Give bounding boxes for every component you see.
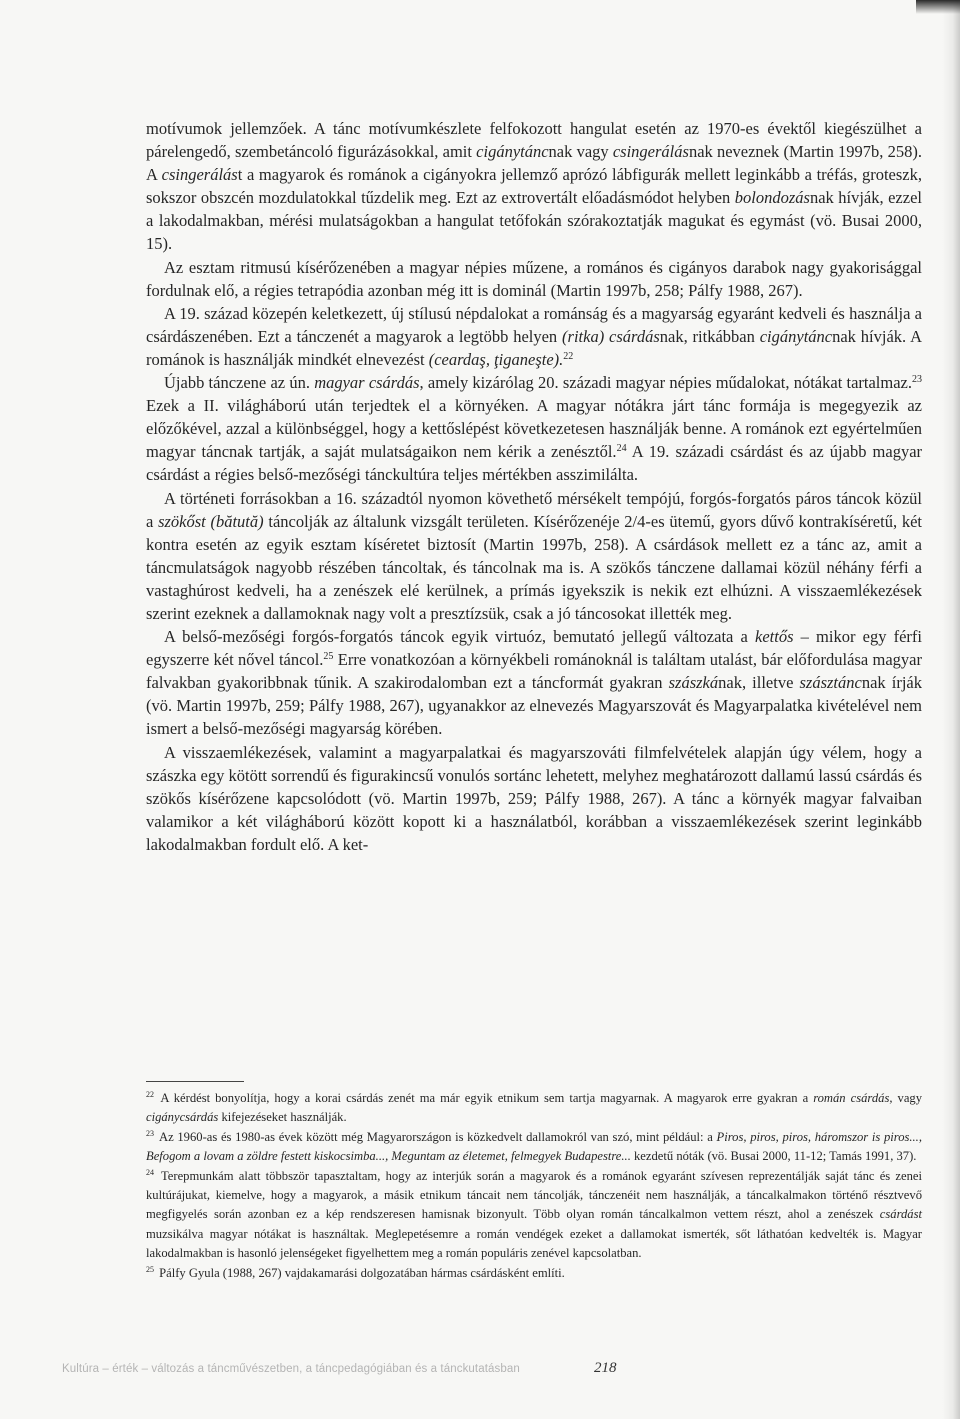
text-run: Pálfy Gyula (1988, 267) vajdakamarási dolgozatában hármas csárdásként említi. (156, 1265, 565, 1280)
italic-term: (ritka) csárdás (562, 326, 660, 346)
text-run: nak neveznek (Martin 1997b, 258). A (146, 142, 922, 185)
paragraph-7 (146, 741, 922, 856)
text-run: , amely kizárólag 20. századi magyar népies műdalokat, nótákat tartalmaz. (419, 373, 912, 393)
paragraph-5 (146, 487, 922, 626)
italic-term: kettős (755, 627, 794, 647)
italic-term: cigánycsárdás (146, 1110, 219, 1125)
text-run: táncolják az általunk vizsgált területen. Kísérőzenéje 2/4-es ütemű, gyors dűvő kontrakíséretű, két kontra esetén az egyik esztam kíséretet biztosít (Martin 1997b, 258). A csárdások mellett ez a tánc az, amit a táncmulatságok nagyobb részében táncoltak, és táncolnak ma is. A szökős tánczene dallamai közül néhány férfi a vastaghúrost kedveli, ha a zenészek elé kerülnek, a prímás igyekszik is nekik ezt elhúzni. A visszaemlékezések szerint ezeknek a dallamoknak nagy volt a presztízsük, csak a jó táncosokat illették meg. (146, 511, 922, 623)
text-run: A történeti forrásokban a 16. századtól nyomon követhető mérsékelt tempójú, forgós-forgatós páros táncok közül a (146, 488, 922, 531)
text-run: nak, ritkábban (659, 326, 760, 346)
text-run: nak írják (vö. Martin 1997b, 259; Pálfy 1988, 267), ugyanakkor az elnevezés Magyarszovát és Magyarpalatka kivételével nem ismert a belső-mezőségi magyarság körében. (146, 673, 922, 739)
paragraph-3 (146, 302, 922, 371)
footnote-ref: 23 (912, 374, 922, 386)
text-run: A 19. századi csárdást és az újabb magyar csárdást a régies belső-mezőségi tánckultúra teljes mértékben asszimilálta. (146, 442, 923, 485)
text-run: kezdetű nóták (vö. Busai 2000, 11-12; Tamás 1991, 37). (630, 1149, 917, 1164)
italic-term: (ceardaş, ţiganeşte). (428, 349, 564, 369)
text-run: Terepmunkám alatt többször tapasztaltam, hogy az interjúk során a magyarok és a románok egyaránt szívesen reprezentálják saját tánc és zenei kultúrájukat, kiemelve, hogy a magyarok, a másik etnikum táncait nem táncolják, tánczenéit nem használják, a táncalkalmakon történő résztvevő megfigyelés során azonban ez a kép rendszeresen hamisnak bizonyult. Több olyan román táncalkalmon vettem részt, ahol a zenészek (146, 1168, 922, 1222)
italic-term: magyar csárdás (314, 373, 420, 393)
footnote-ref: 25 (146, 1264, 154, 1274)
text-run: vagy (892, 1091, 922, 1105)
italic-term: román csárdás, (813, 1091, 893, 1105)
italic-term: csingerálás (612, 142, 689, 162)
text-run: A belső-mezőségi forgós-forgatós táncok egyik virtuóz, bemutató jellegű változata a (164, 627, 755, 647)
italic-term: csárdást (879, 1207, 922, 1222)
paragraph-4 (146, 371, 922, 486)
paragraph-1 (146, 117, 922, 256)
text-run: muzsikálva magyar nótákat is használtak. Meglepetésemre a román vendégek ezeket a dallamokat ismerték, sőt láthatóan kedvelték is. Magyar lakodalmakban is hasonló jelenségeket figyelhettem meg a román populáris zenével kapcsolatban. (146, 1226, 922, 1261)
page-edge-shadow (942, 0, 960, 1419)
text-run: Erre vonatkozóan a környékbeli románoknál is találtam utalást, bár előfordulása magyar falvakban gyakoribbnak tűnik. A szakirodalomban ezt a táncformát gyakran (146, 650, 922, 693)
text-run: A visszaemlékezések, valamint a magyarpalatkai és magyarszováti filmfelvételek alapján úgy vélem, hogy a szászka egy kötött sorrendű és figurakincsű vonulós sortánc lehetett, melyhez meghatározott dallamú lassú csárdás és szökős kísérőzene kapcsolódott (vö. Martin 1997b, 259; Pálfy 1988, 267). A tánc a környék magyar falvaiban valamikor a két világháború között kopott ki a használatból, korábban a visszaemlékezések szerint leginkább lakodalmakban fordult elő. A ket- (146, 742, 922, 854)
text-run: Az 1960-as és 1980-as évek között még Magyarországon is közkedvelt dallamokról van szó, mint például: a (156, 1129, 717, 1144)
footnote-ref: 24 (616, 443, 627, 455)
italic-term: bolondozás (734, 188, 810, 208)
main-text (146, 117, 922, 856)
footnote-ref: 24 (146, 1167, 154, 1177)
text-run: nak vagy (548, 142, 613, 162)
paragraph-6 (146, 625, 922, 740)
footnote-ref: 25 (323, 651, 334, 663)
text-run: t a magyarok és románok a cigányokra jellemző aprózó lábfigurák mellett leginkább a tréfás, groteszk, sokszor obszcén mozdulatokkal tűzdelik meg. Ezt az extrovertált előadásmódot helyben (146, 165, 922, 208)
paragraph-2 (146, 256, 922, 302)
italic-term: csingerálás (161, 165, 238, 185)
footnote-25 (146, 1264, 922, 1283)
footnote-separator (146, 1081, 244, 1082)
footnote-ref: 22 (146, 1090, 154, 1099)
text-run: Újabb tánczene az ún. (164, 373, 315, 393)
text-run: nak hívják, ezzel a lakodalmakban, mérési mulatságokban a hangulat tetőfokán szórakoztatják magukat és egymást (vö. Busai 2000, 15). (146, 188, 922, 254)
text-run: kifejezéseket használják. (218, 1110, 347, 1125)
text-run: – mikor egy férfi egyszerre két nővel táncol. (146, 627, 922, 670)
scan-corner-mark (916, 0, 960, 14)
text-run: nak hívják. A románok is használják mindkét elnevezést (146, 326, 922, 369)
footnote-24 (146, 1167, 922, 1264)
italic-term: cigánytánc (476, 142, 549, 162)
footnote-ref: 23 (146, 1128, 154, 1138)
footnote-ref: 22 (563, 350, 574, 362)
footnote-22 (146, 1089, 922, 1128)
italic-term: szökőst (bătută) (158, 511, 264, 531)
running-footer-title: Kultúra – érték – változás a táncművészetben, a táncpedagógiában és a tánckutatásban (62, 1363, 520, 1375)
text-run: motívumok jellemzőek. A tánc motívumkészlete felfokozott hangulat esetén az 1970-es évektől kiegészülhet a párelengedő, szembetáncoló figurázásokkal, amit (146, 119, 922, 162)
text-run: Az esztam ritmusú kísérőzenében a magyar népies műzene, a romános és cigányos darabok nagy gyakorisággal fordulnak elő, a régies tetrapódia azonban még itt is dominál (Martin 1997b, 258; Pálfy 1988, 267). (146, 257, 922, 300)
italic-term: szászká (668, 673, 719, 693)
page-number: 218 (594, 1360, 617, 1376)
footnote-23 (146, 1128, 922, 1167)
footnotes (146, 1089, 922, 1283)
italic-term: cigánytánc (759, 326, 833, 346)
text-run: A kérdést bonyolítja, hogy a korai csárdás zenét ma már egyik etnikum sem tartja magyarnak. A magyarok erre gyakran a (156, 1091, 814, 1105)
text-run: A 19. század közepén keletkezett, új stílusú népdalokat a románság és a magyarság egyaránt kedveli és használja a csárdászenében. Ezt a tánczenét a magyarok a legtöbb helyen (146, 303, 922, 346)
italic-term: Piros, piros, piros, háromszor is piros..., Befogom a lovam a zöldre festett kiskocsimba..., Meguntam az életemet, felmegyek Budapestre... (146, 1129, 922, 1164)
text-run: nak, illetve (718, 673, 800, 693)
italic-term: szásztánc (799, 673, 862, 693)
text-run: Ezek a II. világháború után terjedtek el a környéken. A magyar nótákra járt tánc formája is megegyezik az előzőkével, azzal a különbséggel, hogy a kettőslépést következetesen használják benne. A románok ezt egyértelműen magyar táncnak tartják, a saját mulatságaikon nem kérik a zenésztől. (146, 396, 922, 462)
